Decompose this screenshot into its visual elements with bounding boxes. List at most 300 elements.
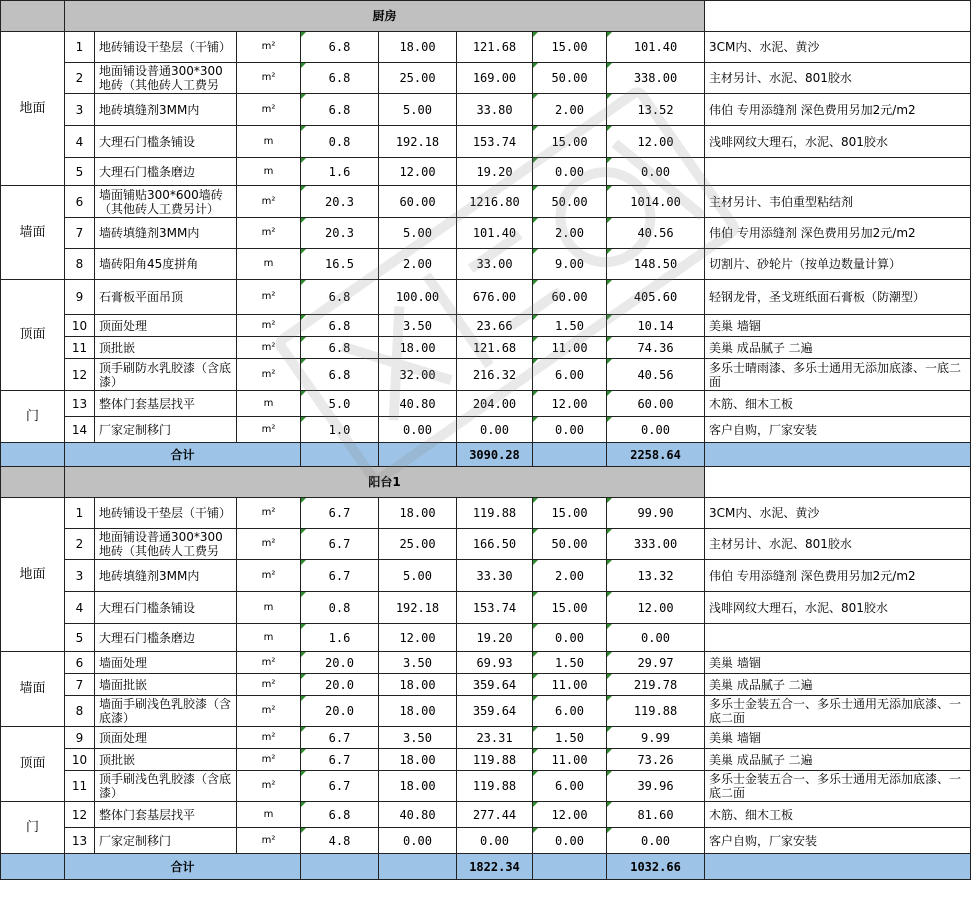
material-unit-price: 18.00 [379, 32, 457, 63]
item-unit: m² [237, 771, 301, 802]
item-number: 13 [65, 828, 95, 854]
item-quantity: 6.8 [301, 32, 379, 63]
item-name: 大理石门槛条铺设 [95, 126, 237, 158]
table-row [1, 315, 971, 337]
item-number: 5 [65, 158, 95, 186]
labor-unit-price: 50.00 [533, 63, 607, 94]
item-quantity: 6.8 [301, 315, 379, 337]
material-unit-price: 2.00 [379, 249, 457, 280]
table-row [1, 32, 971, 63]
item-note: 轻钢龙骨，圣戈班纸面石膏板（防潮型） [705, 280, 971, 315]
labor-unit-price: 2.00 [533, 218, 607, 249]
material-unit-price: 25.00 [379, 63, 457, 94]
item-unit: m [237, 249, 301, 280]
item-number: 11 [65, 771, 95, 802]
item-name: 厂家定制移门 [95, 417, 237, 443]
total-blank [301, 854, 379, 880]
material-total: 166.50 [457, 529, 533, 560]
item-quantity: 20.0 [301, 652, 379, 674]
material-total: 33.30 [457, 560, 533, 592]
item-number: 12 [65, 802, 95, 828]
section-header-blank [705, 1, 971, 32]
item-quantity: 6.8 [301, 280, 379, 315]
material-total: 676.00 [457, 280, 533, 315]
labor-total: 12.00 [607, 126, 705, 158]
labor-unit-price: 6.00 [533, 771, 607, 802]
material-unit-price: 192.18 [379, 592, 457, 624]
item-number: 7 [65, 218, 95, 249]
labor-unit-price: 50.00 [533, 529, 607, 560]
item-name: 墙面铺贴300*600墙砖（其他砖人工费另计） [95, 186, 237, 218]
item-quantity: 1.6 [301, 158, 379, 186]
item-name: 地砖铺设干垫层（干铺） [95, 498, 237, 529]
item-note: 3CM内、水泥、黄沙 [705, 32, 971, 63]
labor-total: 405.60 [607, 280, 705, 315]
labor-unit-price: 0.00 [533, 417, 607, 443]
material-total: 33.80 [457, 94, 533, 126]
labor-total: 0.00 [607, 417, 705, 443]
table-row [1, 359, 971, 391]
material-total: 119.88 [457, 749, 533, 771]
area-label: 门 [1, 802, 65, 854]
area-label: 顶面 [1, 280, 65, 391]
table-row [1, 529, 971, 560]
labor-total: 101.40 [607, 32, 705, 63]
item-unit: m [237, 592, 301, 624]
item-name: 石膏板平面吊顶 [95, 280, 237, 315]
labor-total: 10.14 [607, 315, 705, 337]
table-row [1, 391, 971, 417]
item-quantity: 6.7 [301, 498, 379, 529]
material-unit-price: 5.00 [379, 560, 457, 592]
labor-unit-price: 0.00 [533, 828, 607, 854]
item-number: 8 [65, 696, 95, 727]
item-number: 13 [65, 391, 95, 417]
item-quantity: 1.6 [301, 624, 379, 652]
material-sum: 3090.28 [457, 443, 533, 467]
item-unit: m² [237, 315, 301, 337]
table-row [1, 652, 971, 674]
material-unit-price: 18.00 [379, 337, 457, 359]
item-note: 伟伯 专用添缝剂 深色费用另加2元/m2 [705, 218, 971, 249]
item-unit: m [237, 391, 301, 417]
labor-unit-price: 6.00 [533, 696, 607, 727]
item-note: 美巢 成品腻子 二遍 [705, 337, 971, 359]
labor-unit-price: 2.00 [533, 94, 607, 126]
labor-unit-price: 2.00 [533, 560, 607, 592]
item-note: 浅啡网纹大理石，水泥、801胶水 [705, 592, 971, 624]
item-unit: m² [237, 359, 301, 391]
table-row [1, 280, 971, 315]
material-total: 0.00 [457, 828, 533, 854]
area-label: 墙面 [1, 652, 65, 727]
material-unit-price: 5.00 [379, 218, 457, 249]
material-unit-price: 100.00 [379, 280, 457, 315]
material-total: 169.00 [457, 63, 533, 94]
labor-total: 13.52 [607, 94, 705, 126]
item-name: 整体门套基层找平 [95, 802, 237, 828]
table-row [1, 560, 971, 592]
item-unit: m [237, 158, 301, 186]
labor-total: 29.97 [607, 652, 705, 674]
item-name: 厂家定制移门 [95, 828, 237, 854]
item-quantity: 5.0 [301, 391, 379, 417]
labor-unit-price: 0.00 [533, 624, 607, 652]
item-note: 3CM内、水泥、黄沙 [705, 498, 971, 529]
item-name: 地砖填缝剂3MM内 [95, 560, 237, 592]
area-label: 门 [1, 391, 65, 443]
item-unit: m² [237, 32, 301, 63]
item-name: 墙面处理 [95, 652, 237, 674]
section-header-blank [705, 467, 971, 498]
labor-total: 12.00 [607, 592, 705, 624]
item-quantity: 6.8 [301, 63, 379, 94]
material-unit-price: 3.50 [379, 652, 457, 674]
item-quantity: 6.7 [301, 727, 379, 749]
material-total: 33.00 [457, 249, 533, 280]
item-note: 多乐士晴雨漆、多乐士通用无添加底漆、一底二面 [705, 359, 971, 391]
item-name: 顶手刷浅色乳胶漆（含底漆） [95, 771, 237, 802]
table-row [1, 94, 971, 126]
labor-unit-price: 0.00 [533, 158, 607, 186]
table-row [1, 218, 971, 249]
item-number: 10 [65, 315, 95, 337]
item-unit: m [237, 126, 301, 158]
labor-total: 1014.00 [607, 186, 705, 218]
material-total: 101.40 [457, 218, 533, 249]
item-name: 地面铺设普通300*300地砖（其他砖人工费另 [95, 63, 237, 94]
total-blank [1, 854, 65, 880]
material-unit-price: 40.80 [379, 802, 457, 828]
table-row [1, 158, 971, 186]
item-unit: m² [237, 560, 301, 592]
item-number: 3 [65, 560, 95, 592]
section-title: 阳台1 [65, 467, 705, 498]
labor-total: 0.00 [607, 158, 705, 186]
section-header-blank [1, 1, 65, 32]
item-quantity: 6.8 [301, 337, 379, 359]
item-unit: m² [237, 696, 301, 727]
item-quantity: 6.7 [301, 749, 379, 771]
item-name: 顶手刷防水乳胶漆（含底漆） [95, 359, 237, 391]
total-blank [705, 443, 971, 467]
total-blank [379, 854, 457, 880]
item-quantity: 6.7 [301, 560, 379, 592]
labor-total: 74.36 [607, 337, 705, 359]
material-total: 1216.80 [457, 186, 533, 218]
labor-total: 73.26 [607, 749, 705, 771]
labor-total: 148.50 [607, 249, 705, 280]
item-number: 4 [65, 126, 95, 158]
labor-unit-price: 1.50 [533, 727, 607, 749]
item-unit: m² [237, 218, 301, 249]
item-note [705, 158, 971, 186]
table-row [1, 592, 971, 624]
table-row [1, 771, 971, 802]
material-unit-price: 12.00 [379, 158, 457, 186]
material-unit-price: 3.50 [379, 727, 457, 749]
item-name: 顶批嵌 [95, 749, 237, 771]
material-unit-price: 0.00 [379, 828, 457, 854]
table-row [1, 828, 971, 854]
material-total: 69.93 [457, 652, 533, 674]
item-unit: m² [237, 280, 301, 315]
labor-unit-price: 11.00 [533, 749, 607, 771]
labor-total: 333.00 [607, 529, 705, 560]
table-row [1, 186, 971, 218]
labor-sum: 2258.64 [607, 443, 705, 467]
labor-unit-price: 15.00 [533, 592, 607, 624]
material-unit-price: 3.50 [379, 315, 457, 337]
labor-unit-price: 11.00 [533, 674, 607, 696]
labor-total: 39.96 [607, 771, 705, 802]
item-note: 客户自购，厂家安装 [705, 417, 971, 443]
labor-total: 40.56 [607, 359, 705, 391]
material-unit-price: 192.18 [379, 126, 457, 158]
material-unit-price: 18.00 [379, 749, 457, 771]
item-quantity: 6.7 [301, 771, 379, 802]
total-label: 合计 [65, 443, 301, 467]
item-number: 2 [65, 529, 95, 560]
labor-total: 0.00 [607, 828, 705, 854]
area-label: 地面 [1, 32, 65, 186]
table-row [1, 417, 971, 443]
item-number: 11 [65, 337, 95, 359]
item-note: 多乐士金装五合一、多乐士通用无添加底漆、一底二面 [705, 771, 971, 802]
item-note: 伟伯 专用添缝剂 深色费用另加2元/m2 [705, 560, 971, 592]
material-unit-price: 60.00 [379, 186, 457, 218]
item-number: 1 [65, 32, 95, 63]
material-unit-price: 18.00 [379, 771, 457, 802]
material-total: 0.00 [457, 417, 533, 443]
material-total: 23.31 [457, 727, 533, 749]
total-blank [301, 443, 379, 467]
item-number: 8 [65, 249, 95, 280]
table-row [1, 749, 971, 771]
item-unit: m² [237, 498, 301, 529]
item-quantity: 1.0 [301, 417, 379, 443]
item-unit: m² [237, 417, 301, 443]
material-unit-price: 5.00 [379, 94, 457, 126]
item-name: 大理石门槛条铺设 [95, 592, 237, 624]
table-row [1, 802, 971, 828]
item-name: 墙砖填缝剂3MM内 [95, 218, 237, 249]
item-note: 主材另计、水泥、801胶水 [705, 529, 971, 560]
item-quantity: 16.5 [301, 249, 379, 280]
table-row [1, 337, 971, 359]
material-unit-price: 18.00 [379, 696, 457, 727]
labor-unit-price: 6.00 [533, 359, 607, 391]
item-quantity: 0.8 [301, 592, 379, 624]
item-number: 5 [65, 624, 95, 652]
material-total: 19.20 [457, 624, 533, 652]
item-number: 9 [65, 727, 95, 749]
item-unit: m² [237, 94, 301, 126]
item-quantity: 20.0 [301, 674, 379, 696]
labor-unit-price: 9.00 [533, 249, 607, 280]
item-number: 2 [65, 63, 95, 94]
material-total: 19.20 [457, 158, 533, 186]
area-label: 墙面 [1, 186, 65, 280]
item-number: 9 [65, 280, 95, 315]
item-number: 6 [65, 652, 95, 674]
item-number: 12 [65, 359, 95, 391]
item-note: 美巢 墙锢 [705, 315, 971, 337]
item-quantity: 6.8 [301, 94, 379, 126]
material-total: 277.44 [457, 802, 533, 828]
labor-unit-price: 15.00 [533, 32, 607, 63]
labor-total: 219.78 [607, 674, 705, 696]
table-row [1, 498, 971, 529]
item-unit: m [237, 802, 301, 828]
item-name: 顶面处理 [95, 727, 237, 749]
item-name: 顶面处理 [95, 315, 237, 337]
item-quantity: 0.8 [301, 126, 379, 158]
item-quantity: 20.3 [301, 186, 379, 218]
item-note: 切割片、砂轮片（按单边数量计算） [705, 249, 971, 280]
material-total: 359.64 [457, 674, 533, 696]
item-note: 多乐士金装五合一、多乐士通用无添加底漆、一底二面 [705, 696, 971, 727]
item-unit: m² [237, 63, 301, 94]
material-total: 119.88 [457, 771, 533, 802]
labor-total: 13.32 [607, 560, 705, 592]
item-name: 墙面批嵌 [95, 674, 237, 696]
item-name: 墙砖阳角45度拼角 [95, 249, 237, 280]
total-blank [379, 443, 457, 467]
item-number: 7 [65, 674, 95, 696]
material-total: 121.68 [457, 337, 533, 359]
total-row [1, 443, 971, 467]
item-quantity: 6.8 [301, 802, 379, 828]
table-row [1, 63, 971, 94]
item-unit: m² [237, 529, 301, 560]
section-title: 厨房 [65, 1, 705, 32]
item-name: 整体门套基层找平 [95, 391, 237, 417]
item-note: 客户自购，厂家安装 [705, 828, 971, 854]
item-number: 1 [65, 498, 95, 529]
item-name: 地面铺设普通300*300地砖（其他砖人工费另 [95, 529, 237, 560]
item-unit: m² [237, 749, 301, 771]
material-total: 119.88 [457, 498, 533, 529]
item-name: 地砖填缝剂3MM内 [95, 94, 237, 126]
item-number: 10 [65, 749, 95, 771]
table-row [1, 126, 971, 158]
item-unit: m² [237, 652, 301, 674]
material-unit-price: 18.00 [379, 674, 457, 696]
material-total: 359.64 [457, 696, 533, 727]
item-quantity: 6.8 [301, 359, 379, 391]
item-note: 美巢 成品腻子 二遍 [705, 674, 971, 696]
labor-unit-price: 15.00 [533, 498, 607, 529]
material-total: 153.74 [457, 592, 533, 624]
item-unit: m² [237, 674, 301, 696]
item-note: 主材另计、韦伯重型粘结剂 [705, 186, 971, 218]
item-unit: m² [237, 828, 301, 854]
labor-total: 0.00 [607, 624, 705, 652]
item-name: 大理石门槛条磨边 [95, 624, 237, 652]
table-row [1, 696, 971, 727]
labor-total: 40.56 [607, 218, 705, 249]
labor-total: 338.00 [607, 63, 705, 94]
item-unit: m² [237, 186, 301, 218]
area-label: 顶面 [1, 727, 65, 802]
labor-unit-price: 15.00 [533, 126, 607, 158]
item-name: 地砖铺设干垫层（干铺） [95, 32, 237, 63]
item-unit: m [237, 624, 301, 652]
item-note: 主材另计、水泥、801胶水 [705, 63, 971, 94]
item-number: 6 [65, 186, 95, 218]
table-row [1, 249, 971, 280]
material-total: 204.00 [457, 391, 533, 417]
section-header-row [1, 1, 971, 32]
labor-total: 99.90 [607, 498, 705, 529]
section-header-row [1, 467, 971, 498]
item-quantity: 20.3 [301, 218, 379, 249]
item-quantity: 20.0 [301, 696, 379, 727]
material-unit-price: 12.00 [379, 624, 457, 652]
item-quantity: 6.7 [301, 529, 379, 560]
labor-total: 9.99 [607, 727, 705, 749]
section-header-blank [1, 467, 65, 498]
labor-unit-price: 12.00 [533, 802, 607, 828]
material-unit-price: 25.00 [379, 529, 457, 560]
total-label: 合计 [65, 854, 301, 880]
item-note: 美巢 墙锢 [705, 652, 971, 674]
item-note: 木筋、细木工板 [705, 802, 971, 828]
table-row [1, 624, 971, 652]
item-number: 4 [65, 592, 95, 624]
item-note: 美巢 成品腻子 二遍 [705, 749, 971, 771]
material-sum: 1822.34 [457, 854, 533, 880]
item-quantity: 4.8 [301, 828, 379, 854]
labor-unit-price: 1.50 [533, 652, 607, 674]
item-note: 美巢 墙锢 [705, 727, 971, 749]
material-total: 216.32 [457, 359, 533, 391]
material-unit-price: 40.80 [379, 391, 457, 417]
item-name: 大理石门槛条磨边 [95, 158, 237, 186]
item-number: 14 [65, 417, 95, 443]
total-blank [533, 443, 607, 467]
item-name: 墙面手刷浅色乳胶漆（含底漆） [95, 696, 237, 727]
item-unit: m² [237, 337, 301, 359]
labor-unit-price: 60.00 [533, 280, 607, 315]
item-note: 木筋、细木工板 [705, 391, 971, 417]
item-number: 3 [65, 94, 95, 126]
item-note: 伟伯 专用添缝剂 深色费用另加2元/m2 [705, 94, 971, 126]
total-row [1, 854, 971, 880]
labor-total: 60.00 [607, 391, 705, 417]
labor-unit-price: 1.50 [533, 315, 607, 337]
material-total: 23.66 [457, 315, 533, 337]
table-row [1, 727, 971, 749]
item-name: 顶批嵌 [95, 337, 237, 359]
material-unit-price: 32.00 [379, 359, 457, 391]
labor-unit-price: 12.00 [533, 391, 607, 417]
labor-sum: 1032.66 [607, 854, 705, 880]
labor-unit-price: 50.00 [533, 186, 607, 218]
area-label: 地面 [1, 498, 65, 652]
labor-total: 119.88 [607, 696, 705, 727]
total-blank [533, 854, 607, 880]
item-unit: m² [237, 727, 301, 749]
material-total: 153.74 [457, 126, 533, 158]
labor-total: 81.60 [607, 802, 705, 828]
table-row [1, 674, 971, 696]
item-note: 浅啡网纹大理石，水泥、801胶水 [705, 126, 971, 158]
material-unit-price: 18.00 [379, 498, 457, 529]
total-blank [705, 854, 971, 880]
material-total: 121.68 [457, 32, 533, 63]
